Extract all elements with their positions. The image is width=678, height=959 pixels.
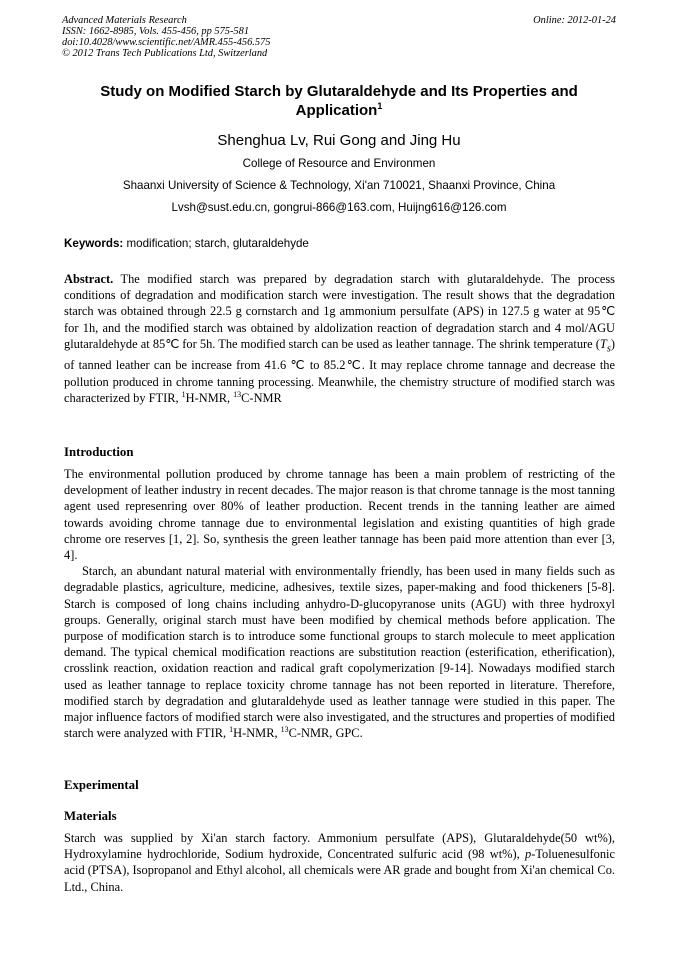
issn-line: ISSN: 1662-8985, Vols. 455-456, pp 575-581 (62, 26, 250, 37)
author-emails[interactable]: Lvsh@sust.edu.cn, gongrui-866@163.com, Huijng616@126.com (171, 201, 507, 214)
title-line-1: Study on Modified Starch by Glutaraldehyde and Its Properties and (100, 83, 578, 100)
abstract (64, 271, 615, 406)
paper-title (62, 82, 616, 120)
experimental-heading: Experimental (64, 778, 139, 792)
ts-subscript: s (606, 343, 611, 355)
abstract-label: Abstract. (64, 272, 114, 286)
abstract-text-2: ) of tanned leather can be increase from 41.6 ℃ to 85.2℃. It may replace chrome tannage and decrease the pollution produced in chrome tanning processing. Meanwhile, the chemistry structure of modified starch was characterized by FTIR, (64, 336, 615, 405)
journal-header (62, 15, 616, 59)
affiliation-university: Shaanxi University of Science & Technology, Xi'an 710021, Shaanxi Province, China (122, 179, 556, 192)
c13-superscript: 13 (233, 389, 242, 399)
affiliation-college: College of Resource and Environmen (242, 157, 436, 170)
keywords (64, 236, 616, 251)
intro-paragraph-2 (64, 563, 615, 741)
abstract-text-1: The modified starch was prepared by degradation starch with glutaraldehyde. The process conditions of degradation and modification starch were investigation. The result shows that the degradation starch was obtained through 22.5 g cornstarch and 1g ammonium persulfate (APS) in 127.5 g water at 95℃ for 1h, and the modified starch was obtained by aldolization reaction of degradation starch and 4 mol/AGU glutaraldehyde at 85℃ for 5h. The modified starch can be used as leather tannage. The shrink temperature ( (64, 272, 615, 351)
para-italic: p (525, 847, 532, 862)
materials-body (64, 830, 615, 895)
journal-name: Advanced Materials Research (62, 15, 187, 26)
title-footnote-mark: 1 (377, 101, 383, 111)
intro-h1-superscript: 1 (229, 725, 234, 735)
keywords-label: Keywords: (64, 237, 124, 250)
intro-p2-text-1: Starch, an abundant natural material with environmentally friendly, has been used in many fields such as degradable plastics, agriculture, medicine, adhesives, textile sizes, paper-making and food thickeners [5-8]. Starch is composed of long chains including anhydro-D-glucopyranose units (AGU) with three hydroxyl groups. Generally, original starch must have been modified by chemical methods before application. The purpose of modification starch is to introduce some functional groups to starch molecule to meet application demand. The typical chemical modification reactions are substitution reaction (esterification, etherification), crosslink reaction, oxidation reaction and radical graft copolymerization [9-14]. Nowadays modified starch used as leather tannage to replace toxicity chrome tannage has not been reported in literature. Therefore, modified starch by degradation and glutaraldehyde used as leather tannage were studied in this paper. The major influence factors of modified starch were also investigated, and the structures and properties of modified starch were analyzed with FTIR, (64, 564, 615, 741)
authors: Shenghua Lv, Rui Gong and Jing Hu (217, 132, 461, 149)
intro-paragraph-1: The environmental pollution produced by chrome tannage has been a main problem of restricting of the development of leather industry in recent decades. The major reason is that chrome tannage is the most tanning agent used represenring over 80% of leather production. Recent trends in the tanning leather are aimed towards avoiding chrome tannage due to environmental legislation and existing quantities of high grade chrome ore reserves [1, 2]. So, synthesis the green leather tannage has been paid more attention than ever [3, 4]. (64, 467, 615, 563)
abstract-text-4: C-NMR (241, 390, 282, 405)
h1-superscript: 1 (181, 389, 186, 399)
copyright-line: © 2012 Trans Tech Publications Ltd, Switzerland (62, 48, 268, 59)
keywords-text: modification; starch, glutaraldehyde (123, 237, 309, 250)
materials-heading: Materials (64, 809, 117, 823)
title-line-2: Application (295, 102, 378, 119)
materials-text-2: -Toluenesulfonic acid (PTSA), Isopropanol and Ethyl alcohol, all chemicals were AR grade and bought from Xi'an chemical Co. Ltd., China. (64, 847, 615, 894)
materials-text-1: Starch was supplied by Xi'an starch factory. Ammonium persulfate (APS), Glutaraldehyde(50 wt%), Hydroxylamine hydrochloride, Sodium hydroxide, Concentrated sulfuric acid (98 wt%), (64, 831, 615, 862)
abstract-text-3: H-NMR, (185, 390, 234, 405)
intro-c13-superscript: 13 (280, 725, 289, 735)
introduction-heading: Introduction (64, 445, 134, 459)
online-date: Online: 2012-01-24 (533, 15, 616, 26)
intro-p2-text-3: C-NMR, GPC. (288, 726, 363, 741)
doi-line[interactable]: doi:10.4028/www.scientific.net/AMR.455-456.575 (62, 37, 271, 48)
intro-p2-text-2: H-NMR, (233, 726, 281, 741)
introduction-body (64, 466, 615, 741)
ts-symbol: T (599, 336, 607, 351)
